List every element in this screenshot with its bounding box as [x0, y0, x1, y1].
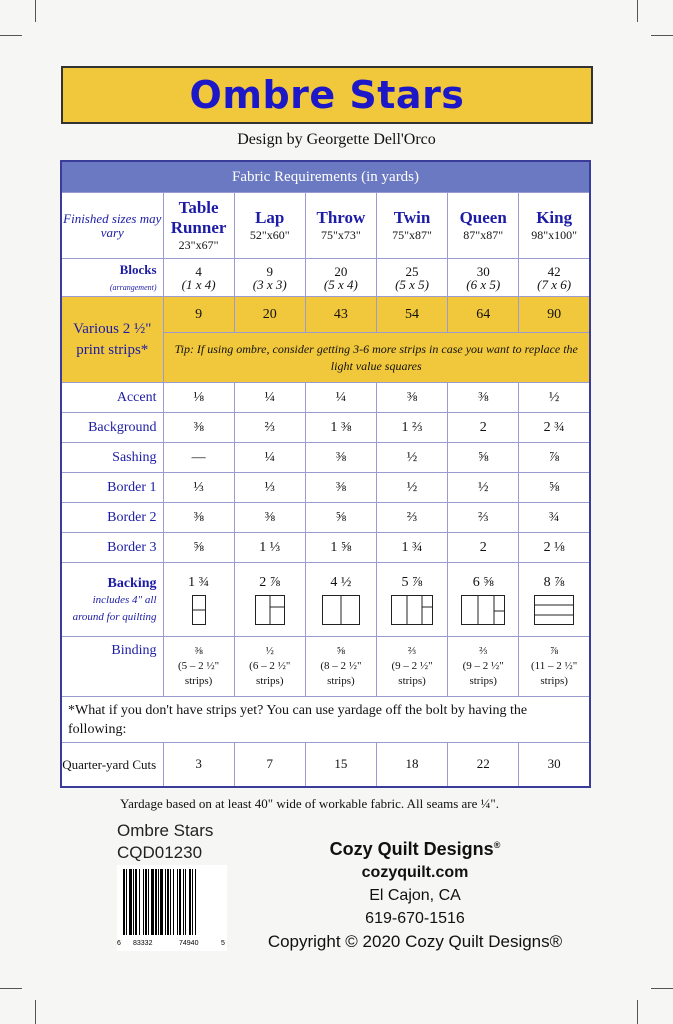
- sku-name: Ombre Stars: [117, 821, 214, 840]
- block-cell: 20 (5 x 4): [305, 259, 376, 297]
- strips-cell: 90: [519, 297, 590, 333]
- backing-diagram-icon: [391, 595, 433, 625]
- finished-sizes-note: Finished sizes may vary: [61, 193, 163, 259]
- cell: 2 ¾: [519, 413, 590, 443]
- backing-diagram-icon: [461, 595, 505, 625]
- barcode-digit: 74940: [179, 940, 199, 947]
- crop-mark: [651, 35, 673, 36]
- backing-cell: 6 ⅝: [448, 563, 519, 637]
- company-phone: 619-670-1516: [365, 910, 465, 927]
- barcode-bar: [126, 869, 127, 935]
- cell: 15: [305, 743, 376, 787]
- crop-mark: [637, 0, 638, 22]
- cell: ⅜: [234, 503, 305, 533]
- cell: 1 ⅔: [376, 413, 447, 443]
- size-col: Table Runner 23"x67": [163, 193, 234, 259]
- crop-mark: [35, 1000, 36, 1024]
- title-banner: [61, 66, 593, 124]
- backing-cell: 2 ⅞: [234, 563, 305, 637]
- cell: 2: [448, 533, 519, 563]
- row-label: Binding: [61, 637, 163, 697]
- backing-cell: 8 ⅞: [519, 563, 590, 637]
- crop-mark: [35, 0, 36, 22]
- cell: —: [163, 443, 234, 473]
- barcode-digit: 5: [221, 940, 225, 947]
- cell: ⅔: [448, 503, 519, 533]
- cell: ½: [376, 473, 447, 503]
- cell: ⅓: [234, 473, 305, 503]
- cell: ⅝: [305, 503, 376, 533]
- cell: 7: [234, 743, 305, 787]
- row-label: Border 2: [61, 503, 163, 533]
- yardage-footnote: Yardage based on at least 40" wide of workable fabric. All seams are ¼".: [120, 796, 499, 811]
- backing-diagram-icon: [534, 595, 574, 625]
- cell: ⅜: [163, 413, 234, 443]
- crop-mark: [637, 1000, 638, 1024]
- cell: ¼: [234, 443, 305, 473]
- backing-diagram-icon: [192, 595, 206, 625]
- cell: ¼: [234, 383, 305, 413]
- backing-cell: 4 ½: [305, 563, 376, 637]
- cell: 1 ⅜: [305, 413, 376, 443]
- barcode-bar: [148, 869, 149, 935]
- cell: ⅜: [305, 443, 376, 473]
- barcode-bar: [135, 869, 137, 935]
- barcode-bar: [177, 869, 178, 935]
- binding-cell: ⅔ (9 – 2 ½" strips): [376, 637, 447, 697]
- cell: ⅝: [448, 443, 519, 473]
- barcode-icon: [117, 865, 227, 951]
- barcode-bar: [192, 869, 193, 935]
- barcode-bar: [155, 869, 157, 935]
- cell: 30: [519, 743, 590, 787]
- strips-cell: 64: [448, 297, 519, 333]
- barcode-bar: [158, 869, 159, 935]
- crop-mark: [0, 35, 22, 36]
- block-cell: 30 (6 x 5): [448, 259, 519, 297]
- cell: ⅛: [163, 383, 234, 413]
- cell: ½: [519, 383, 590, 413]
- row-label: Border 1: [61, 473, 163, 503]
- fabric-requirements-table: [60, 160, 591, 788]
- strips-cell: 43: [305, 297, 376, 333]
- copyright: Copyright © 2020 Cozy Quilt Designs®: [267, 932, 563, 951]
- company-info: [250, 834, 580, 953]
- backing-cell: 5 ⅞: [376, 563, 447, 637]
- binding-cell: ⅜ (5 – 2 ½" strips): [163, 637, 234, 697]
- row-label: Border 3: [61, 533, 163, 563]
- barcode-bar: [151, 869, 154, 935]
- cell: ⅔: [234, 413, 305, 443]
- barcode-bar: [160, 869, 163, 935]
- barcode-bar: [170, 869, 171, 935]
- strips-cell: 54: [376, 297, 447, 333]
- cell: 18: [376, 743, 447, 787]
- cell: ⅔: [376, 503, 447, 533]
- row-label: Background: [61, 413, 163, 443]
- barcode-bar: [179, 869, 181, 935]
- barcode-bar: [143, 869, 144, 935]
- cell: ⅜: [305, 473, 376, 503]
- company-city: El Cajon, CA: [369, 887, 461, 904]
- cell: 3: [163, 743, 234, 787]
- cell: 1 ¾: [376, 533, 447, 563]
- sku-code: CQD01230: [117, 843, 203, 862]
- cell: 2 ⅛: [519, 533, 590, 563]
- quarter-yard-label: Quarter-yard Cuts: [61, 743, 163, 787]
- cell: ⅜: [376, 383, 447, 413]
- cell: ⅞: [519, 443, 590, 473]
- cell: ⅓: [163, 473, 234, 503]
- size-col: Twin 75"x87": [376, 193, 447, 259]
- ombre-tip: Tip: If using ombre, consider getting 3-6 more strips in case you want to replace the light value squares: [163, 333, 590, 383]
- size-col: Lap 52"x60": [234, 193, 305, 259]
- barcode-bar: [123, 869, 125, 935]
- row-label: Accent: [61, 383, 163, 413]
- designer-credit: Design by Georgette Dell'Orco: [237, 131, 436, 148]
- size-col: Queen 87"x87": [448, 193, 519, 259]
- company-name: Cozy Quilt Designs®: [329, 839, 501, 859]
- strips-cell: 20: [234, 297, 305, 333]
- binding-cell: ⅔ (9 – 2 ½" strips): [448, 637, 519, 697]
- size-col: Throw 75"x73": [305, 193, 376, 259]
- barcode-bar: [185, 869, 186, 935]
- barcode-digit: 6: [117, 940, 121, 947]
- blocks-label: Blocks (arrangement): [61, 259, 163, 297]
- cell: ⅜: [163, 503, 234, 533]
- cell: 2: [448, 413, 519, 443]
- cell: 1 ⅓: [234, 533, 305, 563]
- binding-cell: ⅝ (8 – 2 ½" strips): [305, 637, 376, 697]
- backing-cell: 1 ¾: [163, 563, 234, 637]
- barcode-bar: [173, 869, 174, 935]
- barcode-bar: [139, 869, 140, 935]
- cell: ⅝: [519, 473, 590, 503]
- cell: ⅝: [163, 533, 234, 563]
- barcode-bar: [195, 869, 196, 935]
- barcode-bar: [189, 869, 191, 935]
- pattern-title: Ombre Stars: [189, 73, 465, 117]
- barcode-bar: [167, 869, 169, 935]
- crop-mark: [0, 988, 22, 989]
- strips-label: Various 2 ½" print strips*: [61, 297, 163, 383]
- cell: 22: [448, 743, 519, 787]
- cell: ¾: [519, 503, 590, 533]
- strips-cell: 9: [163, 297, 234, 333]
- binding-cell: ⅞ (11 – 2 ½" strips): [519, 637, 590, 697]
- barcode-bar: [145, 869, 147, 935]
- block-cell: 42 (7 x 6): [519, 259, 590, 297]
- block-cell: 25 (5 x 5): [376, 259, 447, 297]
- binding-cell: ½ (6 – 2 ½" strips): [234, 637, 305, 697]
- cell: ¼: [305, 383, 376, 413]
- barcode-digit: 83332: [133, 940, 153, 947]
- barcode-bar: [165, 869, 166, 935]
- block-cell: 4 (1 x 4): [163, 259, 234, 297]
- barcode-bar: [133, 869, 134, 935]
- sku-block: [117, 820, 213, 864]
- backing-diagram-icon: [255, 595, 285, 625]
- table-header: Fabric Requirements (in yards): [61, 161, 590, 193]
- cell: 1 ⅝: [305, 533, 376, 563]
- backing-diagram-icon: [322, 595, 360, 625]
- cell: ½: [448, 473, 519, 503]
- cell: ⅜: [448, 383, 519, 413]
- crop-mark: [651, 988, 673, 989]
- barcode-bar: [183, 869, 184, 935]
- size-col: King 98"x100": [519, 193, 590, 259]
- row-label: Sashing: [61, 443, 163, 473]
- backing-label: Backing includes 4" all around for quilting: [61, 563, 163, 637]
- block-cell: 9 (3 x 3): [234, 259, 305, 297]
- barcode-bar: [129, 869, 132, 935]
- yardage-note: *What if you don't have strips yet? You can use yardage off the bolt by having the following:: [61, 697, 590, 743]
- company-website[interactable]: cozyquilt.com: [361, 864, 469, 881]
- cell: ½: [376, 443, 447, 473]
